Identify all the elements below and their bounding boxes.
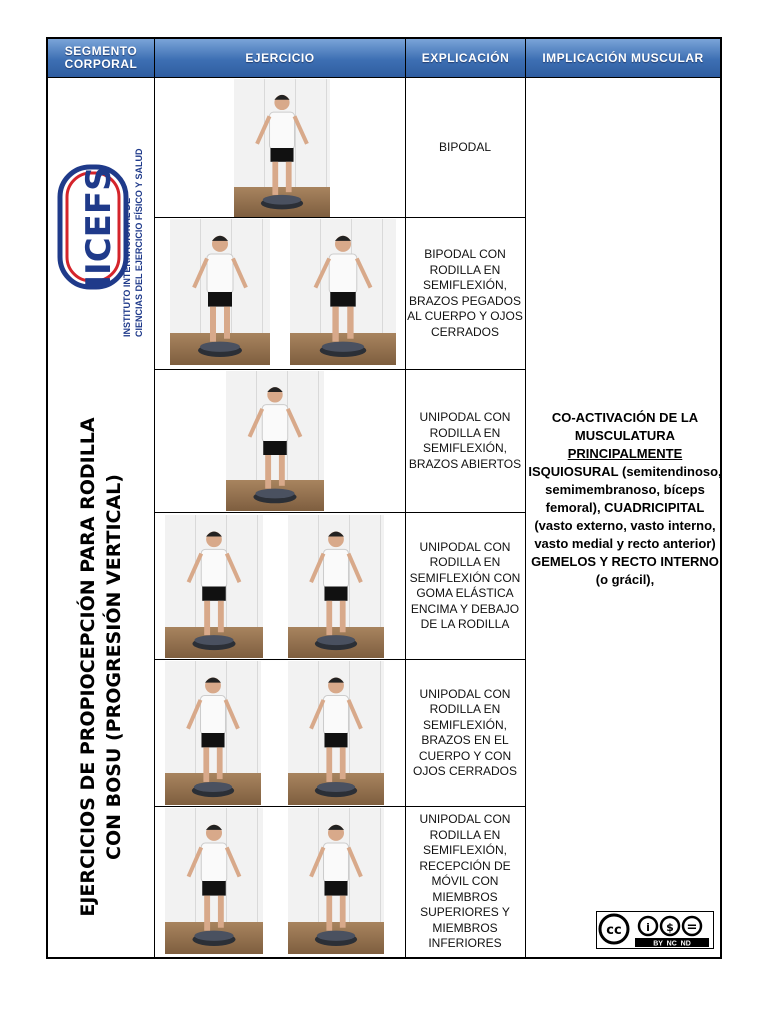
explicacion-row-5 [406,660,524,806]
explicacion-text: UNIPODAL CON RODILLA EN SEMIFLEXIÓN CON GOMA ELÁSTICA ENCIMA Y DEBAJO DE LA RODILLA [409,539,521,631]
svg-text:BY NC ND: BY NC ND [653,940,691,948]
exercise-photo [165,661,261,805]
explicacion-text: UNIPODAL CON RODILLA EN SEMIFLEXIÓN, RECEPCIÓN DE MÓVIL CON MIEMBROS SUPERIORES Y MIEMBROS INFERIORES [419,812,511,951]
implicacion-muscular [526,409,724,589]
segment-title-line2: CON BOSU (PROGRESIÓN VERTICAL) [103,474,125,860]
header-ejercicio-label: EJERCICIO [245,50,315,65]
svg-text:i: i [646,921,650,934]
logo-block [48,77,154,377]
segment-title [75,387,127,947]
segment-title-line1: EJERCICIOS DE PROPIOCEPCIÓN PARA RODILLA [77,417,99,917]
svg-text:IICEFS: IICEFS [79,166,119,288]
svg-text:$: $ [666,921,674,934]
header-ejercicio [155,39,406,77]
explicacion-text: BIPODAL CON RODILLA EN SEMIFLEXIÓN, BRAZOS PEGADOS AL CUERPO Y OJOS CERRADOS [407,247,523,339]
explicacion-row-1 [406,78,524,217]
explicacion-text: BIPODAL [438,139,492,154]
exercise-photo [290,219,396,365]
header-implicacion-label: IMPLICACIÓN MUSCULAR [542,50,704,65]
implicacion-line2: PRINCIPALMENTE [567,446,683,461]
exercise-photo [234,79,330,217]
cc-by-nc-nd-icon [597,912,713,948]
exercise-photo [170,219,270,365]
exercise-table [46,37,722,959]
exercise-photo [226,371,324,511]
col-divider [154,39,155,957]
exercise-photo [165,515,263,658]
iicefs-logo [48,77,154,377]
exercise-photo [288,808,384,954]
svg-text:cc: cc [606,923,622,938]
header-explicacion [406,39,526,77]
exercise-photo [288,515,384,658]
svg-text:INSTITUTO INTERNACIONAL DE: INSTITUTO INTERNACIONAL DE [122,197,132,337]
explicacion-text: UNIPODAL CON RODILLA EN SEMIFLEXIÓN, BRAZOS EN EL CUERPO Y CON OJOS CERRADOS [412,686,517,778]
header-segmento [48,39,155,77]
svg-text:CIENCIAS DEL EJERCICIO FÍSICO: CIENCIAS DEL EJERCICIO FÍSICO Y SALUD [134,148,144,337]
exercise-photo [288,661,384,805]
explicacion-row-6 [406,807,524,957]
segment-column [48,77,154,957]
explicacion-row-3 [406,370,524,512]
explicacion-text: UNIPODAL CON RODILLA EN SEMIFLEXIÓN, BRAZOS ABIERTOS [408,410,522,471]
explicacion-row-2 [406,218,524,369]
svg-text:=: = [686,920,698,935]
cc-license-badge [596,911,714,949]
header-implicacion [526,39,720,77]
implicacion-line1: CO-ACTIVACIÓN DE LA MUSCULATURA [551,410,699,443]
header-segmento-label: SEGMENTO CORPORAL [64,44,138,71]
implicacion-line3: ISQUIOSURAL (semitendinoso, semimembranoso, bíceps femoral), CUADRICIPITAL (vasto externo, vasto interno, vasto medial y recto anterior) GEMELOS Y RECTO INTERNO (o grácil), [528,464,722,587]
explicacion-row-4 [406,513,524,659]
exercise-photo [165,808,263,954]
header-explicacion-label: EXPLICACIÓN [421,50,510,65]
